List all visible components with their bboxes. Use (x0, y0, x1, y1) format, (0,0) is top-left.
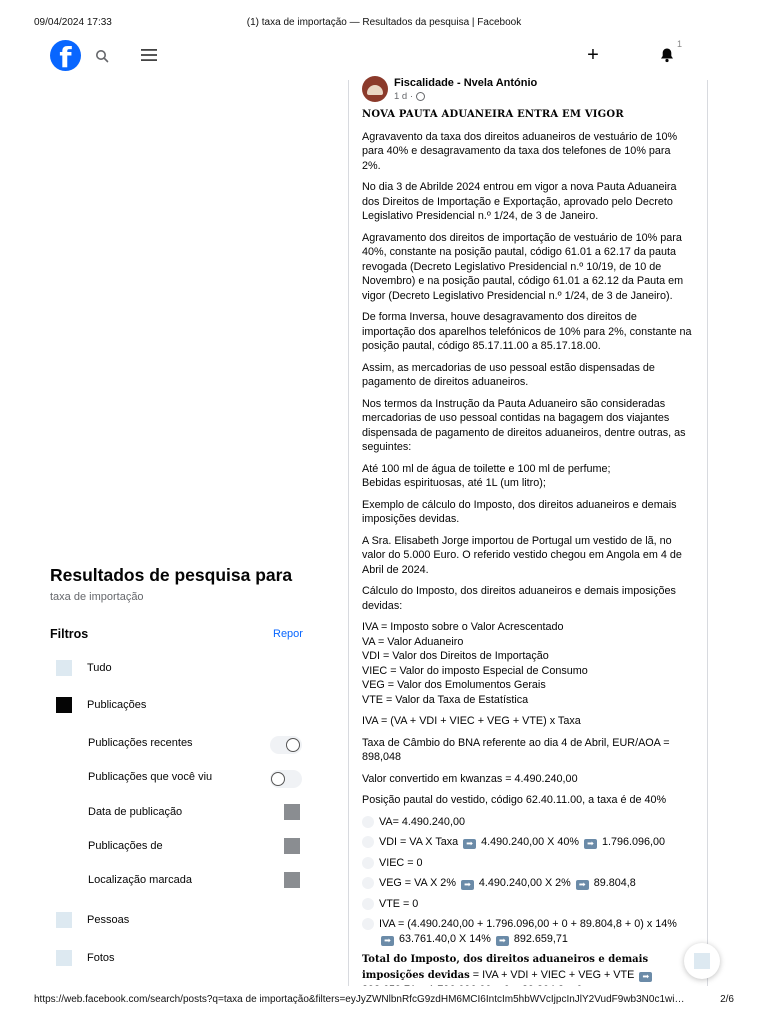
definitions-list (362, 620, 692, 707)
print-datetime: 09/04/2024 17:33 (34, 17, 112, 28)
bullet-icon (362, 816, 374, 828)
definition-item: VTE = Valor da Taxa de Estatística (362, 693, 529, 706)
post-timestamp[interactable] (394, 91, 425, 102)
calc-text: IVA = (4.490.240,00 + 1.796.096,00 + 0 + 89.804,8 + 0) x 14% (379, 918, 677, 930)
category-all-icon (56, 660, 72, 676)
category-photos-icon (56, 950, 72, 966)
post-card-border-right (707, 80, 708, 992)
print-page-number: 2/6 (720, 994, 734, 1005)
definition-item: VEG = Valor dos Emolumentos Gerais (362, 679, 546, 691)
exchange-rate-text: Taxa de Câmbio do BNA referente ao dia 4 de Abril, EUR/AOA = 898,048 (362, 736, 670, 763)
post-paragraph: Exemplo de cálculo do Imposto, dos direitos aduaneiros e demais imposições devidas. (362, 498, 677, 525)
seen-posts-toggle[interactable] (270, 770, 302, 788)
filter-tagged-location-label: Localização marcada (88, 874, 192, 886)
allowances-list (362, 462, 692, 491)
notifications-bell-icon[interactable] (656, 44, 678, 66)
calc-line-va (362, 815, 692, 830)
post-paragraph: Agravavento da taxa dos direitos aduaneiros de vestuário de 10% para 40% e desagravamento da taxa dos telefones de 10% para 2%. (362, 130, 678, 172)
print-url: https://web.facebook.com/search/posts?q=taxa de importação&filters=eyJyZWNlbnRfcG9zdHM6MCI6IntcIm5hbWVcIjpcInJlY2VudF9wb3N0c1wi… (34, 994, 685, 1005)
filters-heading: Filtros (50, 627, 89, 641)
iva-formula: IVA = (VA + VDI + VIEC + VEG + VTE) x Taxa (362, 715, 581, 727)
search-results-title: Resultados de pesquisa para (50, 565, 293, 585)
author-avatar[interactable] (362, 76, 388, 102)
post-paragraph: Assim, as mercadorias de uso pessoal estão dispensadas de pagamento de direitos aduaneiros. (362, 361, 655, 388)
category-label: Fotos (87, 952, 115, 964)
allowance-item: Bebidas espirituosas, até 1L (um litro); (362, 477, 546, 489)
total-tax-title: Total do Imposto, dos direitos aduaneiros e demais imposições devidas (362, 954, 649, 981)
category-label: Tudo (87, 662, 112, 674)
category-label: Pessoas (87, 914, 130, 926)
post-paragraph: Agravamento dos direitos de importação de vestuário de 10% para 40%, constante na posição pautal, código 61.01 a 62.17 da pauta revogada (Decreto Legislativo Presidencial n.º 10/19, de 10 de Novembro) e na posição pautal, código 61.01 a 62.12 da Pauta em vigor (Decreto Legislativo Presidencial n.º 1/24, de 3 de Janeiro). (362, 231, 684, 302)
print-document-title: (1) taxa de importação — Resultados da pesquisa | Facebook (246, 17, 522, 28)
definition-item: VIEC = Valor do imposto Especial de Consumo (362, 664, 588, 677)
calc-line-vdi (362, 835, 692, 850)
filter-posts-from-label: Publicações de (88, 840, 163, 852)
bullet-icon (362, 836, 374, 848)
reset-filters-link[interactable]: Repor (273, 628, 303, 640)
arrow-right-icon: ➡ (381, 936, 394, 946)
converted-value-text: Valor convertido em kwanzas = 4.490.240,00 (362, 772, 578, 785)
post-body (362, 108, 692, 1005)
facebook-logo-icon[interactable]: f (50, 40, 81, 71)
bullet-icon (362, 877, 374, 889)
notification-count-badge: 1 (677, 39, 683, 49)
create-plus-icon[interactable]: + (587, 43, 599, 66)
post-paragraph: De forma Inversa, houve desagravamento dos direitos de importação dos aparelhos telefónicos de 10% para 2%, constante na posição pautal, código 85.17.11.00 a 85.17.18.00. (362, 311, 692, 352)
menu-icon[interactable] (138, 44, 160, 66)
calc-text: VDI = VA X Taxa (379, 836, 459, 848)
filter-seen-posts-label: Publicações que você viu (88, 771, 213, 783)
posts-from-select[interactable] (284, 838, 300, 854)
arrow-right-icon: ➡ (496, 936, 509, 946)
category-label: Publicações (87, 699, 147, 711)
allowance-item: Até 100 ml de água de toilette e 100 ml de perfume; (362, 462, 611, 475)
arrow-right-icon: ➡ (584, 839, 597, 849)
calc-text: 63.761.40,0 X 14% (399, 932, 491, 945)
chat-icon (694, 953, 710, 969)
filter-category-photos[interactable] (56, 949, 115, 967)
tariff-position-text: Posição pautal do vestido, código 62.40.11.00, a taxa é de 40% (362, 794, 667, 806)
date-posted-select[interactable] (284, 804, 300, 820)
post-time-text: 1 d · (394, 91, 414, 102)
total-tax-equation: = IVA + VDI + VIEC + VEG + VTE (472, 968, 635, 981)
filter-category-all[interactable] (56, 659, 112, 677)
post-paragraph: Nos termos da Instrução da Pauta Aduaneiro são consideradas mercadorias de uso pessoal contidas na bagagem dos viajantes dispensada de pagamento de direitos aduaneiros, dentre outras, as seguintes: (362, 397, 686, 453)
calc-text: VEG = VA X 2% (379, 877, 456, 889)
post-card-border-left (348, 80, 349, 992)
calc-text: VTE = 0 (379, 897, 419, 910)
post-headline: NOVA PAUTA ADUANEIRA ENTRA EM VIGOR (362, 109, 624, 120)
calc-text: 4.490.240,00 X 40% (481, 836, 579, 848)
calc-text: VA= 4.490.240,00 (379, 815, 465, 828)
definition-item: VA = Valor Aduaneiro (362, 635, 464, 648)
post-paragraph: A Sra. Elisabeth Jorge importou de Portugal um vestido de lã, no valor do 5.000 Euro. O referido vestido chegou em Angola em 4 de Abril de 2024. (362, 534, 682, 576)
calc-text: 892.659,71 (513, 932, 568, 945)
calc-line-vte (362, 897, 692, 912)
search-query-text: taxa de importação (50, 591, 144, 603)
recent-posts-toggle[interactable] (270, 736, 302, 754)
arrow-right-icon: ➡ (461, 880, 474, 890)
post-paragraph: No dia 3 de Abrilde 2024 entrou em vigor a nova Pauta Aduaneira dos Direitos de Importação e Exportação, aprovado pelo Decreto Legislativo Presidencial n.º 1/24, de 3 de Janeiro. (362, 181, 677, 222)
category-posts-icon (56, 697, 72, 713)
arrow-right-icon: ➡ (639, 972, 652, 982)
post-paragraph: Cálculo do Imposto, dos direitos aduaneiros e demais imposições devidas: (362, 585, 676, 612)
toggle-knob (286, 738, 300, 752)
calc-text: 4.490.240,00 X 2% (478, 877, 571, 889)
calc-text: 1.796.096,00 (601, 836, 666, 848)
tagged-location-select[interactable] (284, 872, 300, 888)
globe-icon (416, 92, 425, 101)
calc-line-iva (362, 917, 692, 946)
category-people-icon (56, 912, 72, 928)
search-icon[interactable] (92, 46, 112, 66)
filter-category-posts[interactable] (56, 696, 146, 714)
arrow-right-icon: ➡ (576, 880, 589, 890)
bullet-icon (362, 898, 374, 910)
definition-item: IVA = Imposto sobre o Valor Acrescentado (362, 621, 564, 633)
bullet-icon (362, 857, 374, 869)
post-author-name[interactable]: Fiscalidade - Nvela António (394, 77, 538, 89)
definition-item: VDI = Valor dos Direitos de Importação (362, 650, 549, 662)
calc-text: 89.804,8 (593, 877, 636, 889)
messenger-chat-button[interactable] (684, 943, 720, 979)
filter-date-posted-label: Data de publicação (88, 806, 183, 818)
calc-line-viec (362, 856, 692, 871)
filter-category-people[interactable] (56, 911, 129, 929)
toggle-knob (271, 772, 285, 786)
arrow-right-icon: ➡ (463, 839, 476, 849)
filter-recent-posts-label: Publicações recentes (88, 737, 193, 749)
calc-line-veg (362, 876, 692, 891)
bullet-icon (362, 918, 374, 930)
print-header (34, 17, 734, 31)
calc-text: VIEC = 0 (379, 856, 423, 869)
print-footer (34, 994, 734, 1008)
